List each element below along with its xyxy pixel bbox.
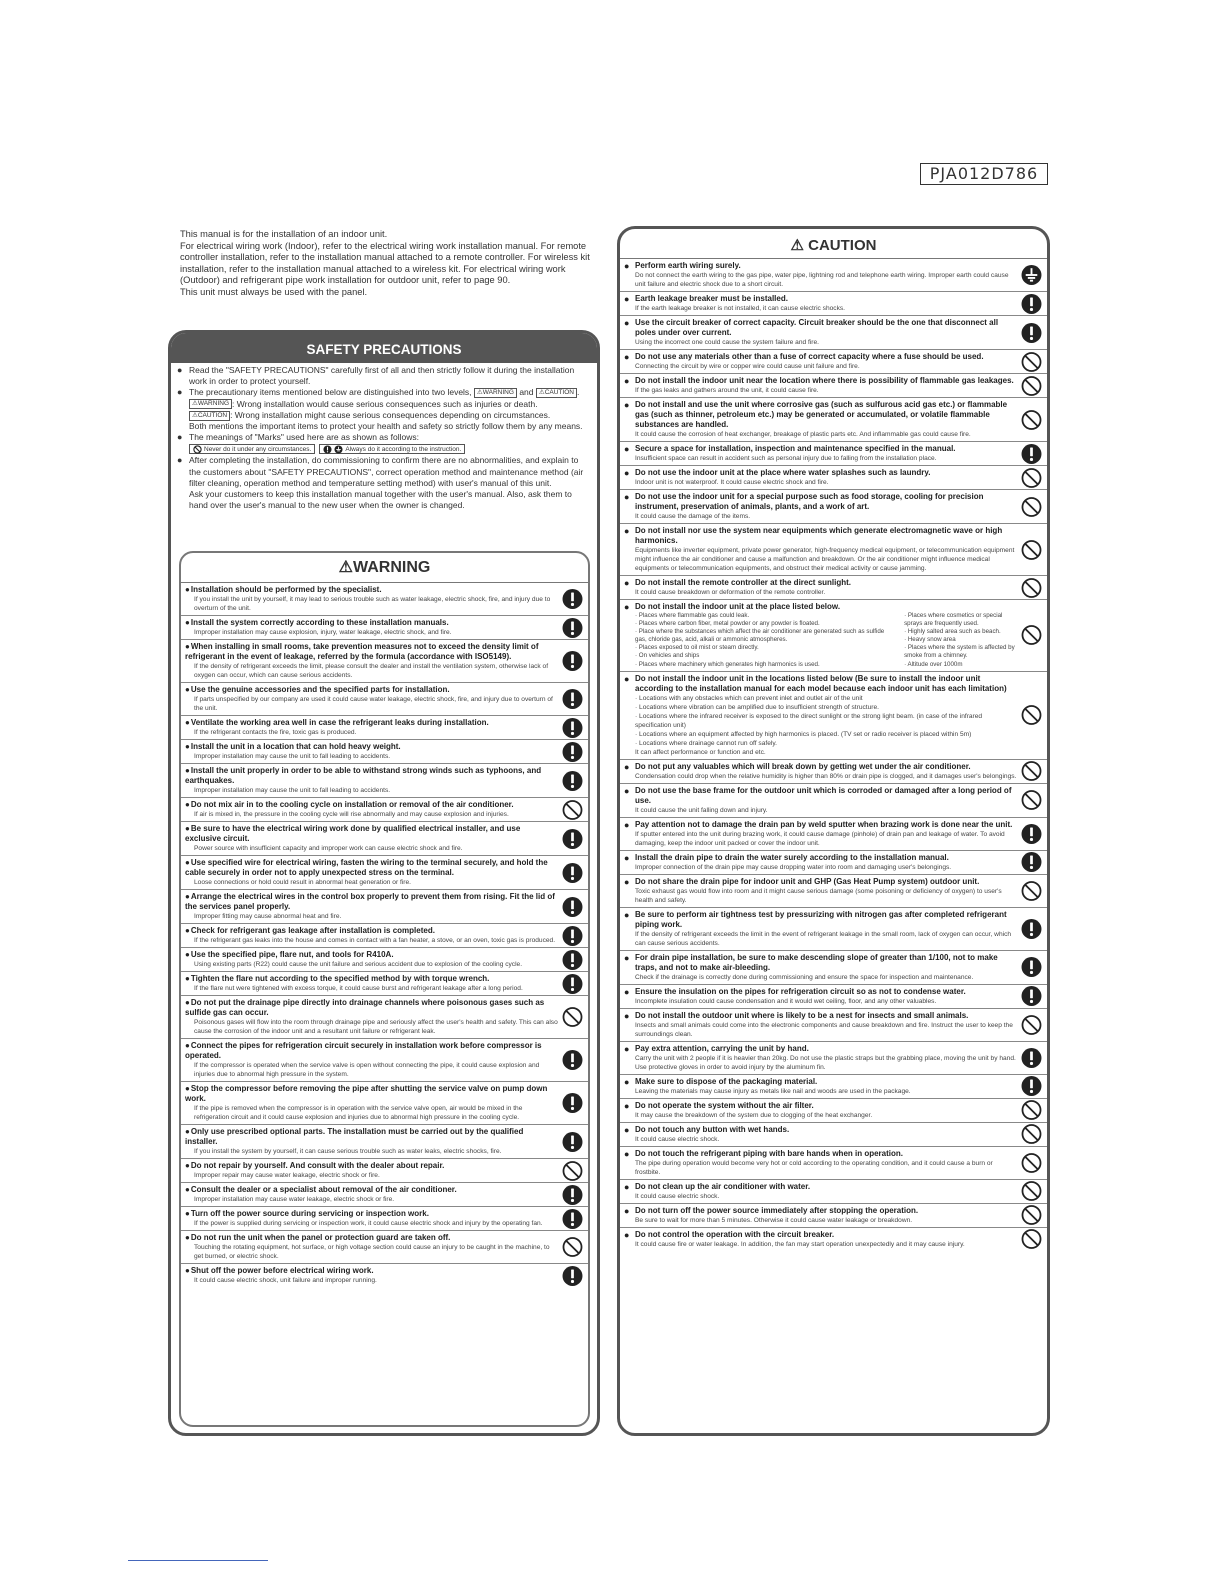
mandatory-icon — [1021, 443, 1042, 464]
item-heading: ● Ensure the insulation on the pipes for refrigeration circuit so as not to condense water. — [624, 987, 1017, 997]
item-heading: ● Do not use any materials other than a fuse of correct capacity where a fuse should be used. — [624, 352, 1017, 362]
item-heading: ● Do not put the drainage pipe directly into drainage channels where poisonous gases such as sulfide gas can occur. — [185, 998, 558, 1018]
item-description: It could cause electric shock, unit failure and improper running. — [194, 1277, 377, 1284]
item-heading: ● Do not repair by yourself. And consult with the dealer about repair. — [185, 1161, 558, 1171]
mandatory-icon — [562, 973, 583, 994]
prohibited-icon — [1021, 351, 1042, 372]
caution-item — [620, 1074, 1047, 1098]
never-mark-legend: Never do it under any circumstances. — [189, 444, 315, 454]
item-heading: ● Use specified wire for electrical wiring, fasten the wiring to the terminal securely, and hold the cable securely in order not to apply unexpected stress on the terminal. — [185, 858, 558, 878]
caution-item — [620, 575, 1047, 599]
item-heading: ● Use the genuine accessories and the specified parts for installation. — [185, 685, 558, 695]
mandatory-icon — [1021, 986, 1042, 1007]
warning-definition: ⚠WARNING : Wrong installation would cause serious consequences such as injuries or death. — [177, 399, 591, 410]
caution-item — [620, 441, 1047, 465]
item-heading: ● Check for refrigerant gas leakage after installation is completed. — [185, 926, 558, 936]
item-heading: ● Do not install nor use the system near equipments which generate electromagnetic wave or high harmonics. — [624, 526, 1017, 546]
item-description: Improper installation may cause the unit to fall leading to accidents. — [194, 787, 391, 794]
link-underline — [128, 1560, 268, 1561]
item-description: Do not connect the earth wiring to the gas pipe, water pipe, lightning rod and telephone earth wiring. Improper earth could cause unit failure and electric shock due to a short circuit. — [635, 272, 1009, 288]
caution-item — [620, 1008, 1047, 1041]
keep-manual: Ask your customers to keep this installation manual together with the user's manual. Also, ask them to hand over the user's manual to the new user when the owner is changed. — [189, 489, 572, 511]
mandatory-icon — [562, 949, 583, 970]
item-description: It could cause the unit falling down and injury. — [635, 806, 768, 814]
item-description: Connecting the circuit by wire or copper wire could cause unit failure and fire. — [635, 363, 860, 370]
caution-item — [620, 1098, 1047, 1122]
item-heading: ● Use the circuit breaker of correct capacity. Circuit breaker should be the one that disconnect all poles under over current. — [624, 318, 1017, 338]
warning-tag: ⚠WARNING — [474, 388, 517, 398]
mandatory-icon — [562, 1184, 583, 1205]
item-description: Be sure to wait for more than 5 minutes. Otherwise it could cause water leakage or breakdown. — [635, 1216, 913, 1224]
item-heading: ● Do not turn off the power source immediately after stopping the operation. — [624, 1206, 1017, 1216]
caution-item — [620, 671, 1047, 759]
prohibited-icon — [1021, 790, 1042, 811]
warning-item — [181, 797, 588, 821]
caution-item — [620, 759, 1047, 783]
prohibited-icon — [562, 1160, 583, 1181]
item-description: If the power is supplied during servicing or inspection work, it could cause electric shock and injury by the operating fan. — [194, 1220, 543, 1227]
warning-item — [181, 615, 588, 639]
warning-item — [181, 1158, 588, 1182]
places-list-item: · Places where flammable gas could leak. — [635, 612, 750, 619]
mandatory-icon — [562, 741, 583, 762]
earth-icon — [1021, 265, 1042, 286]
mandatory-icon — [562, 717, 583, 738]
item-heading: ● Pay attention not to damage the drain pan by weld sputter when brazing work is done near the unit. — [624, 820, 1017, 830]
mandatory-icon — [562, 770, 583, 791]
warning-item — [181, 995, 588, 1038]
item-description: Improper connection of the drain pipe may cause dropping water into room and damaging user's belongings. — [635, 863, 952, 871]
item-description: Improper installation may cause explosion, injury, water leakage, electric shock, and fire. — [194, 629, 452, 636]
item-description: If parts unspecified by our company are used it could cause water leakage, electric shock, fire, and injury due to overturn of the unit. — [194, 696, 553, 712]
caution-item — [620, 1179, 1047, 1203]
warning-section — [179, 551, 590, 1427]
intro-line: For electrical wiring work (Indoor), refer to the electrical wiring work installation manual. For remote controller installation, refer to the installation manual attached to a remote controller. For wireless kit installation, refer to the installation manual attached to a wireless kit. For electrical wiring work (Outdoor) and refrigerant pipe work installation for outdoor unit, refer to page 90. — [180, 240, 590, 286]
item-heading: ● Do not operate the system without the air filter. — [624, 1101, 1017, 1111]
prohibited-icon — [562, 1007, 583, 1028]
item-heading: ● Be sure to have the electrical wiring work done by qualified electrical installer, and use exclusive circuit. — [185, 824, 558, 844]
prohibited-icon — [1021, 1181, 1042, 1202]
item-heading: ● Install the system correctly according to these installation manuals. — [185, 618, 558, 628]
mandatory-icon — [562, 1131, 583, 1152]
warning-item — [181, 923, 588, 947]
marks-legend — [177, 444, 591, 454]
mandatory-icon — [1021, 823, 1042, 844]
item-description: Improper fitting may cause abnormal heat and fire. — [194, 913, 342, 920]
item-heading: ● Do not run the unit when the panel or protection guard are taken off. — [185, 1233, 558, 1243]
item-heading: ● Pay extra attention, carrying the unit by hand. — [624, 1044, 1017, 1054]
mandatory-icon — [562, 1093, 583, 1114]
item-description: Loose connections or hold could result in abnormal heat generation or fire. — [194, 879, 411, 886]
prohibited-icon — [1021, 539, 1042, 560]
item-heading: ● Do not share the drain pipe for indoor unit and GHP (Gas Heat Pump system) outdoor unit. — [624, 877, 1017, 887]
prohibited-icon — [1021, 409, 1042, 430]
item-description: Toxic exhaust gas would flow into room and it might cause serious damage (some poisoning or deficiency of oxygen) to user's health and safety. — [635, 887, 1002, 904]
intro-line: This manual is for the installation of an indoor unit. — [180, 229, 388, 239]
prohibited-icon — [1021, 1229, 1042, 1250]
places-list-item: · Places where machinery which generates high harmonics is used. — [635, 660, 820, 668]
item-description: It could cause fire or water leakage. In addition, the fan may start operation unexpectedly and it may cause injury. — [635, 1240, 965, 1248]
mandatory-icon — [562, 1208, 583, 1229]
mandatory-icon — [562, 589, 583, 610]
item-heading: ● Do not install the indoor unit near the location where there is possibility of flammable gas leakages. — [624, 376, 1017, 386]
caution-item — [620, 950, 1047, 984]
item-heading: ● Perform earth wiring surely. — [624, 261, 1017, 271]
item-heading: ● Do not install the indoor unit in the locations listed below (Be sure to install the indoor unit according to the installation manual for each model because each indoor unit has each limitation) — [624, 674, 1017, 694]
mandatory-icon — [562, 1050, 583, 1071]
warning-item — [181, 1230, 588, 1263]
mandatory-icon — [562, 925, 583, 946]
item-description: It could cause electric shock. — [635, 1135, 720, 1143]
mandatory-icon — [562, 651, 583, 672]
item-description: If the gas leaks and gathers around the unit, it could cause fire. — [635, 387, 819, 394]
item-description: Touching the rotating equipment, hot surface, or high voltage section could cause an injury to be caught in the machine, to get burned, or electric shock. — [194, 1244, 550, 1260]
caution-definition: ⚠CAUTION : Wrong installation might cause serious consequences depending on circumstances. — [177, 410, 591, 421]
item-heading: ● Only use prescribed optional parts. The installation must be carried out by the qualified installer. — [185, 1127, 558, 1147]
places-list-item: · Places exposed to oil mist or steam directly. — [635, 644, 759, 652]
caution-item — [620, 465, 1047, 489]
item-description: Improper installation may cause water leakage, electric shock or fire. — [194, 1196, 395, 1203]
prohibited-icon — [1021, 761, 1042, 782]
document-code: PJA012D786 — [920, 163, 1048, 185]
prohibited-icon — [193, 445, 202, 454]
item-heading: ● Make sure to dispose of the packaging material. — [624, 1077, 1017, 1087]
read-instruction: ● Read the "SAFETY PRECAUTIONS" carefully first of all and then strictly follow it during the installation work in order to protect yourself. — [177, 365, 591, 387]
caution-item — [620, 907, 1047, 950]
warning-item — [181, 1124, 588, 1158]
caution-item — [620, 1227, 1047, 1251]
item-description: It could cause electric shock. — [635, 1192, 720, 1200]
item-description: If the compressor is operated when the service valve is open without connecting the pipe, it could cause explosion and injuries due to abnormal high pressure in the system. — [194, 1062, 540, 1078]
prohibited-icon — [1021, 1152, 1042, 1173]
item-heading: ● Install the unit properly in order to be able to withstand strong winds such as typhoons, and earthquakes. — [185, 766, 558, 786]
caution-item — [620, 1041, 1047, 1074]
caution-item — [620, 1146, 1047, 1179]
intro-text — [180, 229, 600, 299]
item-heading: ● Do not install and use the unit where corrosive gas (such as sulfurous acid gas etc.) or flammable gas (such as thinner, petroleum etc.) may be generated or accumulated, or volatile flammable substances are handled. — [624, 400, 1017, 430]
item-description: Leaving the materials may cause injury as metals like nail and woods are used in the package. — [635, 1087, 911, 1095]
item-heading: ● Do not mix air in to the cooling cycle on installation or removal of the air conditioner. — [185, 800, 558, 810]
item-heading: ● Ventilate the working area well in case the refrigerant leaks during installation. — [185, 718, 558, 728]
item-description: Check if the drainage is correctly done during commissioning and ensure the space for inspection and maintenance. — [635, 973, 974, 981]
mandatory-icon — [1021, 918, 1042, 939]
item-description: If sputter entered into the unit during brazing work, it could cause damage (pinhole) of drain pan and leakage of water. To avoid damaging, keep the indoor unit packed or cover the indoor unit. — [635, 830, 1005, 847]
item-heading: ● Do not clean up the air conditioner with water. — [624, 1182, 1017, 1192]
places-list-item: · Place where the substances which affect the air conditioner are generated such as sulfide gas, chloride gas, acid, alkali or ammonic atmospheres. — [635, 628, 885, 644]
caution-item — [620, 1203, 1047, 1227]
warning-item — [181, 889, 588, 923]
prohibited-icon — [1021, 1014, 1042, 1035]
item-description: If the refrigerant gas leaks into the house and comes in contact with a fan heater, a stove, or an oven, toxic gas is produced. — [194, 937, 556, 944]
item-heading: ● Use the specified pipe, flare nut, and tools for R410A. — [185, 950, 558, 960]
places-list-item: · Highly salted area such as beach. — [904, 628, 1001, 636]
warning-item — [181, 763, 588, 797]
item-heading: ● Do not use the base frame for the outdoor unit which is corroded or damaged after a long period of use. — [624, 786, 1017, 806]
warning-list — [181, 583, 588, 1287]
item-heading: ● Shut off the power before electrical wiring work. — [185, 1266, 558, 1276]
places-list-item: · Places where the system is affected by smoke from a chimney. — [904, 644, 1015, 660]
mandatory-icon — [1021, 322, 1042, 343]
caution-item — [620, 259, 1047, 291]
item-heading: ● Arrange the electrical wires in the control box properly to prevent them from rising. Fit the lid of the services panel properly. — [185, 892, 558, 912]
caution-item — [620, 489, 1047, 523]
places-list-item: · Altitude over 1000m — [904, 660, 963, 668]
item-heading: ● Tighten the flare nut according to the specified method by with torque wrench. — [185, 974, 558, 984]
mandatory-icon — [1021, 852, 1042, 873]
item-heading: ● Do not install the remote controller at the direct sunlight. — [624, 578, 1017, 588]
warning-item — [181, 1206, 588, 1230]
item-description: Using existing parts (R22) could cause the unit failure and serious accident due to explosion of the cooling cycle. — [194, 961, 523, 968]
prohibited-icon — [1021, 496, 1042, 517]
both-mention: Both mentions the important items to protect your health and safety so strictly follow them by any means. — [189, 421, 583, 432]
item-description: It could cause breakdown or deformation of the remote controller. — [635, 589, 826, 596]
item-heading: ● Do not use the indoor unit for a special purpose such as food storage, cooling for precision instrument, preservation of animals, plants, and a work of art. — [624, 492, 1017, 512]
warning-item — [181, 1182, 588, 1206]
item-heading: ● When installing in small rooms, take prevention measures not to exceed the density limit of refrigerant in the event of leakage, referred by the formula (accordance with ISO5149). — [185, 642, 558, 662]
places-list-item: · Places where cosmetics or special sprays are frequently used. — [904, 612, 1003, 628]
item-description: Indoor unit is not waterproof. It could cause electric shock and fire. — [635, 479, 829, 486]
item-description: Poisonous gases will flow into the room through drainage pipe and seriously affect the user's health and safety. This can also cause the corrosion of the indoor unit and a resultant unit failure or refrigerant leak. — [194, 1019, 558, 1035]
item-description: If the density of refrigerant exceeds the limit, please consult the dealer and install the ventilation system, otherwise lack of oxygen can occur, which can cause serious accidents. — [194, 663, 549, 679]
item-description: Insects and small animals could come into the electronic components and cause breakdown and fire. Instruct the user to keep the surroundings clean. — [635, 1021, 1013, 1038]
item-description: If you install the unit by yourself, it may lead to serious trouble such as water leakage, electric shock, fire, and injury due to overturn of the unit. — [194, 596, 551, 612]
prohibited-icon — [1021, 375, 1042, 396]
warning-item — [181, 1263, 588, 1287]
item-heading: ● Stop the compressor before removing the pipe after shutting the service valve on pump down work. — [185, 1084, 558, 1104]
item-description: Using the incorrect one could cause the system failure and fire. — [635, 339, 819, 346]
item-description: It may cause the breakdown of the system due to clogging of the heat exchanger. — [635, 1111, 873, 1119]
caution-item — [620, 874, 1047, 907]
caution-item — [620, 373, 1047, 397]
caution-item — [620, 850, 1047, 874]
item-description: The pipe during operation would become very hot or cold according to the operating condition, and it could cause a burn or frostbite. — [635, 1159, 993, 1176]
mandatory-icon — [323, 445, 332, 454]
mandatory-icon — [1021, 293, 1042, 314]
mandatory-icon — [562, 828, 583, 849]
prohibited-icon — [1021, 1124, 1042, 1145]
item-description: If the density of refrigerant exceeds the limit in the event of refrigerant leakage in the small room, lack of oxygen can occur, which can cause serious accidents. — [635, 930, 1012, 947]
places-list-item: · Places where carbon fiber, metal powder or any powder is floated. — [635, 620, 820, 628]
warning-item — [181, 639, 588, 682]
marks-intro: ● The meanings of "Marks" used here are as shown as follows: — [177, 432, 591, 443]
safety-precautions-body — [171, 363, 597, 511]
prohibited-icon — [1021, 705, 1042, 726]
item-description: If the pipe is removed when the compressor is in operation with the service valve open, air would be mixed in the refrigeration circuit and it could cause explosion and injuries due to abnormal high pressure in the cooling cycle. — [194, 1105, 523, 1121]
item-heading: ● Do not install the indoor unit at the place listed below. — [624, 602, 1017, 612]
caution-list — [620, 259, 1047, 1251]
places-list-item: · On vehicles and ships — [635, 652, 700, 660]
warning-item — [181, 715, 588, 739]
prohibited-icon — [1021, 1100, 1042, 1121]
places-list — [624, 612, 1017, 669]
safety-precautions-panel — [168, 330, 600, 1436]
after-installation: ● After completing the installation, do commissioning to confirm there are no abnormalities, and explain to the customers about "SAFETY PRECAUTIONS", correct operation method and maintenance method (air filter cleaning, operation method and temperature setting method) with user's manual of this unit. — [177, 455, 591, 489]
item-description: It could cause the damage of the items. — [635, 513, 751, 520]
item-description: · Locations with any obstacles which can prevent inlet and outlet air of the unit · Locations where vibration can be amplified due to insufficient strength of structure. · Locations where the infrared receiver is exposed to the direct sunlight or the strong light beam. (in case of the infrared specification unit) · Locations where an equipment affected by high harmonics is placed. (TV set or radio receiver is placed within 5m) · Locations where drainage cannot run off safely. It can affect performance or function and etc. — [635, 694, 983, 756]
places-column — [904, 612, 1017, 669]
prohibited-icon — [562, 799, 583, 820]
item-heading: ● Do not install the outdoor unit where is likely to be a nest for insects and small animals. — [624, 1011, 1017, 1021]
item-heading: ● Do not use the indoor unit at the place where water splashes such as laundry. — [624, 468, 1017, 478]
prohibited-icon — [1021, 625, 1042, 646]
item-description: If air is mixed in, the pressure in the cooling cycle will rise abnormally and may cause explosion and injuries. — [194, 811, 509, 818]
warning-item — [181, 947, 588, 971]
earth-icon — [334, 445, 343, 454]
caution-item — [620, 817, 1047, 850]
item-heading: ● Earth leakage breaker must be installed. — [624, 294, 1017, 304]
item-description: If you install the system by yourself, it can cause serious trouble such as water leaks, electric shocks, fire. — [194, 1148, 502, 1155]
caution-item — [620, 783, 1047, 817]
warning-item — [181, 682, 588, 715]
caution-item — [620, 291, 1047, 315]
item-heading: ● Turn off the power source during servicing or inspection work. — [185, 1209, 558, 1219]
caution-item — [620, 523, 1047, 575]
warning-title: ⚠WARNING — [181, 553, 588, 583]
caution-item — [620, 599, 1047, 671]
prohibited-icon — [1021, 880, 1042, 901]
item-description: If the flare nut were tightened with excess torque, it could cause burst and refrigerant leakage after a long period. — [194, 985, 523, 992]
item-description: Incomplete insulation could cause condensation and it would wet ceiling, floor, and any other valuables. — [635, 997, 937, 1005]
prohibited-icon — [1021, 1205, 1042, 1226]
places-list-item: · Heavy snow area — [904, 636, 956, 644]
caution-item — [620, 349, 1047, 373]
levels-intro: ● The precautionary items mentioned below are distinguished into two levels, ⚠WARNING and ⚠CAUTION . — [177, 387, 591, 398]
warning-item — [181, 583, 588, 615]
item-heading: ● Install the drain pipe to drain the water surely according to the installation manual. — [624, 853, 1017, 863]
warning-item — [181, 1081, 588, 1124]
warning-item — [181, 1038, 588, 1081]
item-description: If the refrigerant contacts the fire, toxic gas is produced. — [194, 729, 357, 736]
prohibited-icon — [1021, 467, 1042, 488]
item-heading: ● Do not touch the refrigerant piping with bare hands when in operation. — [624, 1149, 1017, 1159]
item-heading: ● Do not touch any button with wet hands. — [624, 1125, 1017, 1135]
mandatory-icon — [562, 689, 583, 710]
caution-title: ⚠ CAUTION — [620, 229, 1047, 259]
item-description: Condensation could drop when the relative humidity is higher than 80% or drain pipe is clogged, and it damages user's belongings. — [635, 772, 1017, 780]
mandatory-icon — [1021, 1076, 1042, 1097]
caution-panel — [617, 226, 1050, 1436]
item-description: Improper repair may cause water leakage, electric shock or fire. — [194, 1172, 380, 1179]
item-description: It could cause the corrosion of heat exchanger, breakage of plastic parts etc. And inflammable gas could cause fire. — [635, 431, 971, 438]
prohibited-icon — [1021, 577, 1042, 598]
item-heading: ● Install the unit in a location that can hold heavy weight. — [185, 742, 558, 752]
always-mark-legend: Always do it according to the instruction. — [319, 444, 465, 454]
warning-item — [181, 739, 588, 763]
item-description: Improper installation may cause the unit to fall leading to accidents. — [194, 753, 391, 760]
item-description: Carry the unit with 2 people if it is heavier than 20kg. Do not use the plastic straps but the grabbing place, moving the unit by hand. Use protective gloves in order to avoid injury by the aluminum fin. — [635, 1054, 1016, 1071]
item-description: If the earth leakage breaker is not installed, it can cause electric shocks. — [635, 305, 846, 312]
warning-item — [181, 821, 588, 855]
item-heading: ● Do not control the operation with the circuit breaker. — [624, 1230, 1017, 1240]
item-heading: ● Installation should be performed by the specialist. — [185, 585, 558, 595]
mandatory-icon — [562, 862, 583, 883]
item-description: Power source with insufficient capacity and improper work can cause electric shock and fire. — [194, 845, 463, 852]
caution-item — [620, 315, 1047, 349]
item-heading: ● Secure a space for installation, inspection and maintenance specified in the manual. — [624, 444, 1017, 454]
item-heading: ● Be sure to perform air tightness test by pressurizing with nitrogen gas after completed refrigerant piping work. — [624, 910, 1017, 930]
mandatory-icon — [562, 896, 583, 917]
item-description: Insufficient space can result in accident such as personal injury due to falling from the installation place. — [635, 455, 937, 462]
caution-item — [620, 984, 1047, 1008]
mandatory-icon — [1021, 1047, 1042, 1068]
item-heading: ● Consult the dealer or a specialist about removal of the air conditioner. — [185, 1185, 558, 1195]
caution-item — [620, 397, 1047, 441]
safety-precautions-title: SAFETY PRECAUTIONS — [171, 333, 597, 363]
mandatory-icon — [562, 1265, 583, 1286]
warning-item — [181, 971, 588, 995]
places-column — [635, 612, 894, 669]
item-heading: ● For drain pipe installation, be sure to make descending slope of greater than 1/100, not to make traps, and not to make air-bleeding. — [624, 953, 1017, 973]
mandatory-icon — [562, 617, 583, 638]
caution-item — [620, 1122, 1047, 1146]
caution-tag: ⚠CAUTION — [536, 388, 577, 398]
intro-line: This unit must always be used with the panel. — [180, 286, 368, 297]
item-heading: ● Do not put any valuables which will break down by getting wet under the air conditioner. — [624, 762, 1017, 772]
item-description: Equipments like inverter equipment, private power generator, high-frequency medical equipment, or telecommunication equipment might influence the air conditioner and cause a malfunction and breakdown. Or the air conditioner might influence medical equipments or telecommunication equipments, and obstruct their medical activity or cause jamming. — [635, 547, 1015, 572]
mandatory-icon — [1021, 957, 1042, 978]
prohibited-icon — [562, 1237, 583, 1258]
item-heading: ● Connect the pipes for refrigeration circuit securely in installation work before compressor is operated. — [185, 1041, 558, 1061]
warning-item — [181, 855, 588, 889]
